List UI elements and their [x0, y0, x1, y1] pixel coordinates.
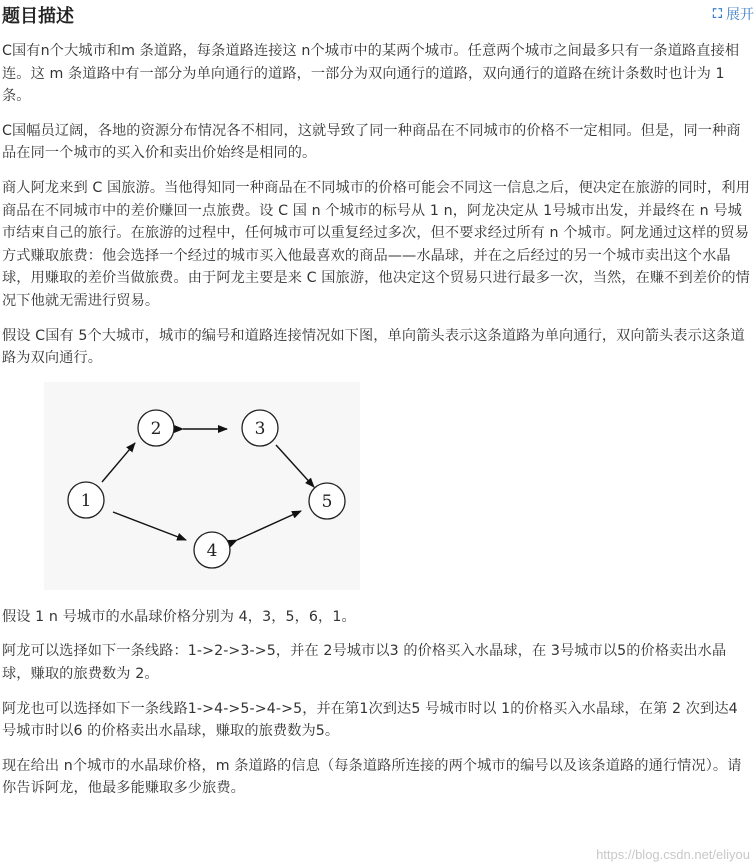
- watermark: https://blog.csdn.net/eliyou: [596, 847, 750, 862]
- problem-header: [0, 0, 756, 30]
- section-title: 题目描述: [2, 6, 74, 27]
- node-3: [242, 410, 278, 446]
- expand-label: 展开: [726, 7, 754, 23]
- svg-text:3: 3: [254, 418, 266, 439]
- node-1: [68, 482, 104, 518]
- edge-1-4: [113, 512, 186, 540]
- svg-text:2: 2: [150, 418, 162, 439]
- paragraph-prices: C国幅员辽阔，各地的资源分布情况各不相同，这就导致了同一种商品在不同城市的价格不一定相同。但是，同一种商品在同一个城市的买入价和卖出价始终是相同的。: [2, 122, 741, 162]
- paragraph-intro: C国有n个大城市和m 条道路，每条道路连接这 n个城市中的某两个城市。任意两个城市之间最多只有一条道路直接相连。这 m 条道路中有一部分为单向通行的道路，一部分为双向通行的道路，双向通行的道路在统计条数时也计为 1条。: [2, 43, 740, 105]
- city-graph: [44, 382, 360, 590]
- paragraph-route-1: 阿龙可以选择如下一条线路：1->2->3->5，并在 2号城市以3 的价格买入水晶球，在 3号城市以5的价格卖出水晶球，赚取的旅费数为 2。: [2, 643, 727, 682]
- node-4: [194, 532, 230, 568]
- paragraph-price-list: 假设 1 n 号城市的水晶球价格分别为 4，3，5，6，1。: [2, 608, 356, 625]
- paragraph-task: 现在给出 n个城市的水晶球价格，m 条道路的信息（每条道路所连接的两个城市的编号以及该条道路的通行情况）。请你告诉阿龙，他最多能赚取多少旅费。: [2, 757, 742, 797]
- expand-icon: ⛶: [712, 6, 722, 22]
- svg-text:1: 1: [80, 490, 92, 511]
- node-2: [138, 410, 174, 446]
- node-5: [309, 483, 345, 519]
- svg-text:5: 5: [321, 491, 333, 512]
- paragraph-route-2: 阿龙也可以选择如下一条线路1->4->5->4->5，并在第1次到达5 号城市时以 1的价格买入水晶球，在第 2 次到达4 号城市时以6 的价格卖出水晶球，赚取的旅费数为5。: [2, 700, 738, 740]
- paragraph-example: 假设 C国有 5个大城市，城市的编号和道路连接情况如下图，单向箭头表示这条道路为单向通行，双向箭头表示这条道路为双向通行。: [2, 327, 745, 367]
- paragraph-trade: 商人阿龙来到 C 国旅游。当他得知同一种商品在不同城市的价格可能会不同这一信息之后，便决定在旅游的同时，利用商品在不同城市中的差价赚回一点旅费。设 C 国 n 个城市的标号从 1 n，阿龙决定从 1号城市出发，并最终在 n 号城市结束自己的旅行。在旅游的过程中，任何城市可以重复经过多次，但不要求经过所有 n 个城市。阿龙通过这样的贸易方式赚取旅费：他会选择一个经过的城市买入他最喜欢的商品——水晶球，并在之后经过的另一个城市卖出这个水晶球，用赚取的差价当做旅费。由于阿龙主要是来 C 国旅游，他决定这个贸易只进行最多一次，当然，在赚不到差价的情况下他就无需进行贸易。: [2, 179, 750, 309]
- edge-4-5: [237, 511, 301, 540]
- problem-description: [2, 40, 752, 812]
- edge-3-5: [276, 445, 314, 487]
- svg-text:4: 4: [206, 540, 218, 561]
- edge-1-2: [102, 443, 135, 482]
- expand-button[interactable]: [713, 4, 754, 24]
- city-graph-figure: [44, 382, 360, 590]
